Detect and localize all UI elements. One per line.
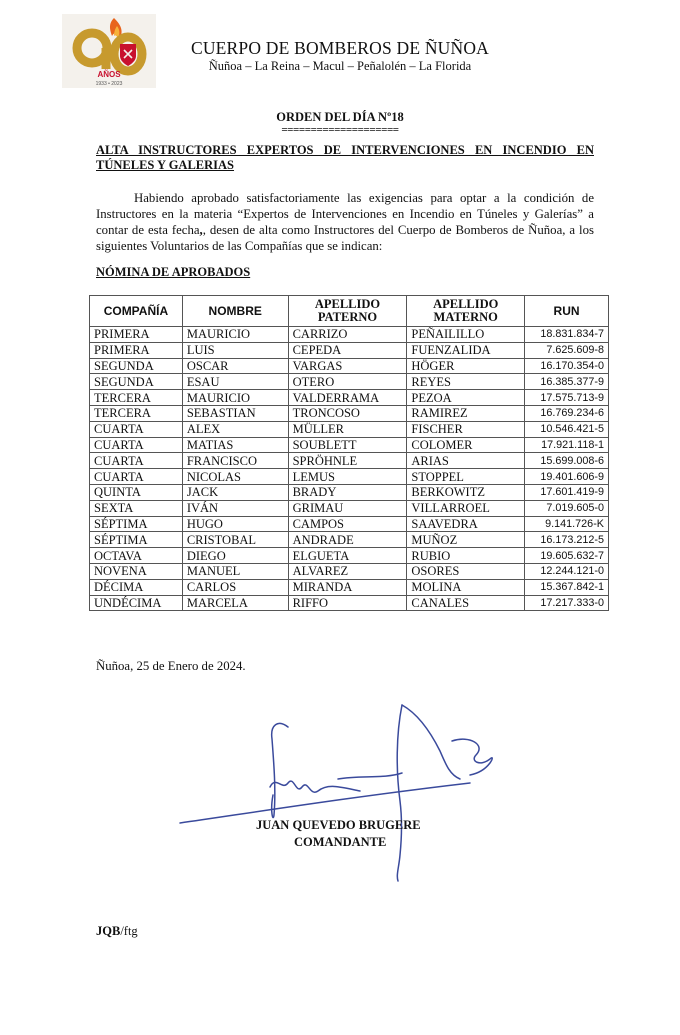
cell-apellido-paterno: VALDERRAMA xyxy=(288,390,407,406)
cell-nombre: MATIAS xyxy=(182,437,288,453)
table-row xyxy=(90,342,609,358)
cell-run: 16.769.234-6 xyxy=(525,405,609,421)
table-row xyxy=(90,548,609,564)
cell-nombre: ALEX xyxy=(182,421,288,437)
date-line: Ñuñoa, 25 de Enero de 2024. xyxy=(96,659,246,673)
cell-apellido-materno: CANALES xyxy=(407,595,525,611)
cell-nombre: LUIS xyxy=(182,342,288,358)
reference-initials xyxy=(96,924,138,939)
signature-icon xyxy=(170,695,510,885)
organization-communes: Ñuñoa – La Reina – Macul – Peñalolén – La Florida xyxy=(208,59,472,73)
cell-run: 17.601.419-9 xyxy=(525,484,609,500)
cell-compania: TERCERA xyxy=(90,390,183,406)
cell-apellido-materno: SAAVEDRA xyxy=(407,516,525,532)
table-row xyxy=(90,579,609,595)
cell-apellido-materno: ARIAS xyxy=(407,453,525,469)
cell-compania: CUARTA xyxy=(90,437,183,453)
cell-nombre: CARLOS xyxy=(182,579,288,595)
cell-nombre: HUGO xyxy=(182,516,288,532)
cell-compania: TERCERA xyxy=(90,405,183,421)
body-part-1: Habiendo aprobado satisfactoriamente las exigencias para optar a la condición de Instructores en la materia “Expertos de Intervenciones en Incendio en Túneles y Galerías” a contar de esta fecha xyxy=(96,191,594,237)
cell-run: 17.921.118-1 xyxy=(525,437,609,453)
table-row xyxy=(90,327,609,343)
initials-bold: JQB xyxy=(96,924,121,938)
logo-90-anos xyxy=(62,14,156,88)
approved-list-table xyxy=(89,295,609,611)
body-part-1-comma: , xyxy=(199,223,203,237)
cell-apellido-paterno: GRIMAU xyxy=(288,500,407,516)
cell-apellido-materno: MUÑOZ xyxy=(407,532,525,548)
logo-word: AÑOS xyxy=(97,70,121,79)
cell-compania: PRIMERA xyxy=(90,327,183,343)
cell-run: 17.575.713-9 xyxy=(525,390,609,406)
cell-nombre: IVÁN xyxy=(182,500,288,516)
cell-compania: OCTAVA xyxy=(90,548,183,564)
cell-compania: PRIMERA xyxy=(90,342,183,358)
cell-run: 17.217.333-0 xyxy=(525,595,609,611)
cell-nombre: SEBASTIAN xyxy=(182,405,288,421)
cell-run: 7.625.609-8 xyxy=(525,342,609,358)
cell-run: 15.367.842-1 xyxy=(525,579,609,595)
cell-apellido-paterno: CARRIZO xyxy=(288,327,407,343)
cell-compania: SEGUNDA xyxy=(90,374,183,390)
header-apellido-materno: APELLIDO MATERNO xyxy=(407,296,525,327)
cell-apellido-materno: STOPPEL xyxy=(407,469,525,485)
cell-compania: CUARTA xyxy=(90,453,183,469)
header-apellido-paterno: APELLIDO PATERNO xyxy=(288,296,407,327)
cell-apellido-materno: COLOMER xyxy=(407,437,525,453)
cell-apellido-paterno: RIFFO xyxy=(288,595,407,611)
order-title: ORDEN DEL DÍA Nº18 xyxy=(276,110,404,124)
header-compania: COMPAÑÍA xyxy=(90,296,183,327)
cell-apellido-materno: VILLARROEL xyxy=(407,500,525,516)
cell-nombre: CRISTOBAL xyxy=(182,532,288,548)
cell-apellido-materno: PEÑAILILLO xyxy=(407,327,525,343)
cell-apellido-paterno: CAMPOS xyxy=(288,516,407,532)
cell-apellido-paterno: MIRANDA xyxy=(288,579,407,595)
handwritten-signature xyxy=(170,695,510,885)
cell-nombre: ESAU xyxy=(182,374,288,390)
cell-run: 19.401.606-9 xyxy=(525,469,609,485)
cell-nombre: MAURICIO xyxy=(182,327,288,343)
table-row xyxy=(90,405,609,421)
body-part-2: , desen de alta como Instructores del Cuerpo de Bomberos de Ñuñoa, a los siguientes Voluntarios de las Compañías que se indican: xyxy=(96,223,594,253)
cell-run: 16.170.354-0 xyxy=(525,358,609,374)
organization-name: CUERPO DE BOMBEROS DE ÑUÑOA xyxy=(190,38,490,58)
initials-rest: /ftg xyxy=(120,924,138,938)
cell-compania: SEXTA xyxy=(90,500,183,516)
cell-apellido-paterno: VARGAS xyxy=(288,358,407,374)
cell-apellido-paterno: TRONCOSO xyxy=(288,405,407,421)
cell-apellido-materno: HÖGER xyxy=(407,358,525,374)
table-row xyxy=(90,516,609,532)
cell-nombre: MANUEL xyxy=(182,563,288,579)
logo-years: 1933 • 2023 xyxy=(95,81,123,87)
table-row xyxy=(90,374,609,390)
cell-compania: SÉPTIMA xyxy=(90,516,183,532)
signer-role: COMANDANTE xyxy=(294,835,387,849)
table-row xyxy=(90,358,609,374)
cell-apellido-paterno: SPRÖHNLE xyxy=(288,453,407,469)
cell-compania: SÉPTIMA xyxy=(90,532,183,548)
table-row xyxy=(90,595,609,611)
cell-apellido-materno: PEZOA xyxy=(407,390,525,406)
cell-nombre: DIEGO xyxy=(182,548,288,564)
table-row xyxy=(90,469,609,485)
cell-run: 16.173.212-5 xyxy=(525,532,609,548)
cell-nombre: JACK xyxy=(182,484,288,500)
signer-name: JUAN QUEVEDO BRUGERE xyxy=(256,818,421,832)
cell-compania: NOVENA xyxy=(90,563,183,579)
cell-nombre: NICOLAS xyxy=(182,469,288,485)
section-heading: NÓMINA DE APROBADOS xyxy=(96,265,251,279)
table-header-row xyxy=(90,296,609,327)
cell-apellido-paterno: ELGUETA xyxy=(288,548,407,564)
cell-nombre: MAURICIO xyxy=(182,390,288,406)
table-row xyxy=(90,453,609,469)
table-row xyxy=(90,563,609,579)
cell-apellido-paterno: LEMUS xyxy=(288,469,407,485)
cell-apellido-materno: BERKOWITZ xyxy=(407,484,525,500)
cell-apellido-materno: FISCHER xyxy=(407,421,525,437)
cell-apellido-paterno: OTERO xyxy=(288,374,407,390)
title-rule: ==================== xyxy=(281,124,399,136)
header-run: RUN xyxy=(525,296,609,327)
table-row xyxy=(90,500,609,516)
cell-apellido-materno: FUENZALIDA xyxy=(407,342,525,358)
cell-run: 18.831.834-7 xyxy=(525,327,609,343)
cell-nombre: MARCELA xyxy=(182,595,288,611)
cell-apellido-paterno: ALVAREZ xyxy=(288,563,407,579)
cell-run: 16.385.377-9 xyxy=(525,374,609,390)
cell-apellido-paterno: CEPEDA xyxy=(288,342,407,358)
table-row xyxy=(90,532,609,548)
cell-compania: CUARTA xyxy=(90,421,183,437)
cell-run: 9.141.726-K xyxy=(525,516,609,532)
cell-run: 10.546.421-5 xyxy=(525,421,609,437)
cell-apellido-materno: REYES xyxy=(407,374,525,390)
table-row xyxy=(90,437,609,453)
cell-apellido-paterno: ANDRADE xyxy=(288,532,407,548)
cell-compania: QUINTA xyxy=(90,484,183,500)
header-nombre: NOMBRE xyxy=(182,296,288,327)
cell-compania: DÉCIMA xyxy=(90,579,183,595)
cell-apellido-materno: MOLINA xyxy=(407,579,525,595)
cell-compania: UNDÉCIMA xyxy=(90,595,183,611)
cell-apellido-paterno: SOUBLETT xyxy=(288,437,407,453)
anniversary-logo-icon xyxy=(62,14,156,88)
cell-run: 15.699.008-6 xyxy=(525,453,609,469)
cell-run: 12.244.121-0 xyxy=(525,563,609,579)
table-row xyxy=(90,484,609,500)
subject-heading: ALTA INSTRUCTORES EXPERTOS DE INTERVENCIONES EN INCENDIO EN TÚNELES Y GALERIAS xyxy=(96,143,594,172)
cell-run: 7.019.605-0 xyxy=(525,500,609,516)
cell-apellido-materno: RUBIO xyxy=(407,548,525,564)
cell-nombre: FRANCISCO xyxy=(182,453,288,469)
cell-run: 19.605.632-7 xyxy=(525,548,609,564)
table-row xyxy=(90,421,609,437)
cell-apellido-paterno: MÜLLER xyxy=(288,421,407,437)
cell-compania: CUARTA xyxy=(90,469,183,485)
cell-apellido-materno: OSORES xyxy=(407,563,525,579)
cell-apellido-materno: RAMIREZ xyxy=(407,405,525,421)
cell-nombre: OSCAR xyxy=(182,358,288,374)
cell-apellido-paterno: BRADY xyxy=(288,484,407,500)
cell-compania: SEGUNDA xyxy=(90,358,183,374)
table-row xyxy=(90,390,609,406)
body-paragraph xyxy=(96,190,594,254)
